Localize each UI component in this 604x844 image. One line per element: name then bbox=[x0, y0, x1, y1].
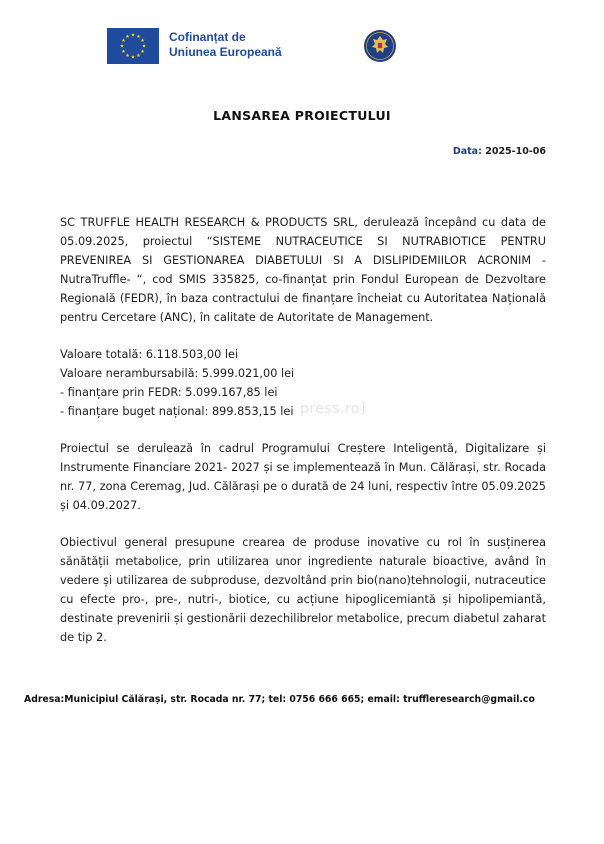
eu-star-icon: ★ bbox=[130, 32, 136, 39]
value-total: Valoare totală: 6.118.503,00 lei bbox=[60, 348, 239, 361]
eu-star-icon: ★ bbox=[130, 54, 136, 61]
objective-paragraph: Obiectivul general presupune crearea de produse inovative cu rol în susținerea sănătății metabolice, prin utilizarea unor ingrediente naturale bioactive, având în vedere și utilizarea de subproduse, dezvoltând prin bio(nano)tehnologii, nutraceutice cu efecte pro-, pre-, nutri-, biotice, cu acțiune hipoglicemiantă și hipolipemiantă, destinate prevenirii și gestionării dezechilibrelor metabolice, precum diabetul zaharat de tip 2. bbox=[60, 536, 546, 644]
eu-star-icon: ★ bbox=[121, 38, 126, 45]
eu-star-icon: ★ bbox=[125, 34, 130, 41]
program-paragraph: Proiectul se derulează în cadrul Programului Creștere Inteligentă, Digitalizare și Instrumente Financiare 2021- 2027 și se implementează în Mun. Călărași, str. Rocada nr. 77, zona Ceremag, Jud. Călărași pe o durată de 24 luni, respectiv între 05.09.2025 și 04.09.2027. bbox=[60, 442, 546, 512]
date-label: Data: bbox=[452, 146, 482, 157]
eu-star-icon: ★ bbox=[125, 53, 130, 60]
document-date bbox=[453, 146, 546, 157]
watermark: press.ro] bbox=[300, 401, 366, 417]
page-title: LANSAREA PROIECTULUI bbox=[213, 108, 391, 123]
intro-paragraph: SC TRUFFLE HEALTH RESEARCH & PRODUCTS SRL, derulează începând cu data de 05.09.2025, proiectul “SISTEME NUTRACEUTICE SI NUTRABIOTICE PENTRU PREVENIREA SI GESTIONAREA DIABETULUI SI A DISLIPIDEMIILOR ACRONIM -NutraTruffle- “, cod SMIS 335825, co-finanțat prin Fondul European de Dezvoltare Regională (FEDR), în baza contractului de finanțare încheiat cu Autoritatea Națională pentru Cercetare (ANC), în calitate de Autoritate de Management. bbox=[60, 216, 546, 324]
header bbox=[107, 28, 537, 68]
eu-star-icon: ★ bbox=[121, 49, 126, 56]
eu-line-1: Cofinanțat de bbox=[169, 30, 246, 44]
eu-flag-icon bbox=[107, 28, 159, 64]
eu-star-icon: ★ bbox=[136, 53, 141, 60]
date-value: 2025-10-06 bbox=[485, 146, 546, 157]
value-national-budget: - finanțare buget național: 899.853,15 lei bbox=[60, 405, 294, 418]
value-fedr: - finanțare prin FEDR: 5.099.167,85 lei bbox=[60, 386, 278, 399]
eu-star-icon: ★ bbox=[140, 38, 145, 45]
value-nonrefundable: Valoare nerambursabilă: 5.999.021,00 lei bbox=[60, 367, 295, 380]
footer-address: Adresa:Municipiul Călărași, str. Rocada nr. 77; tel: 0756 666 665; email: truffleresearch@gmail.co bbox=[24, 694, 535, 705]
romanian-government-emblem-icon bbox=[363, 29, 397, 63]
eu-star-icon: ★ bbox=[119, 43, 125, 50]
eu-line-2: Uniunea Europeană bbox=[169, 45, 282, 59]
document-body bbox=[60, 213, 546, 647]
eu-star-icon: ★ bbox=[141, 43, 147, 50]
eu-cofinance-label bbox=[169, 30, 282, 60]
eu-star-icon: ★ bbox=[136, 34, 141, 41]
eu-star-icon: ★ bbox=[140, 49, 145, 56]
